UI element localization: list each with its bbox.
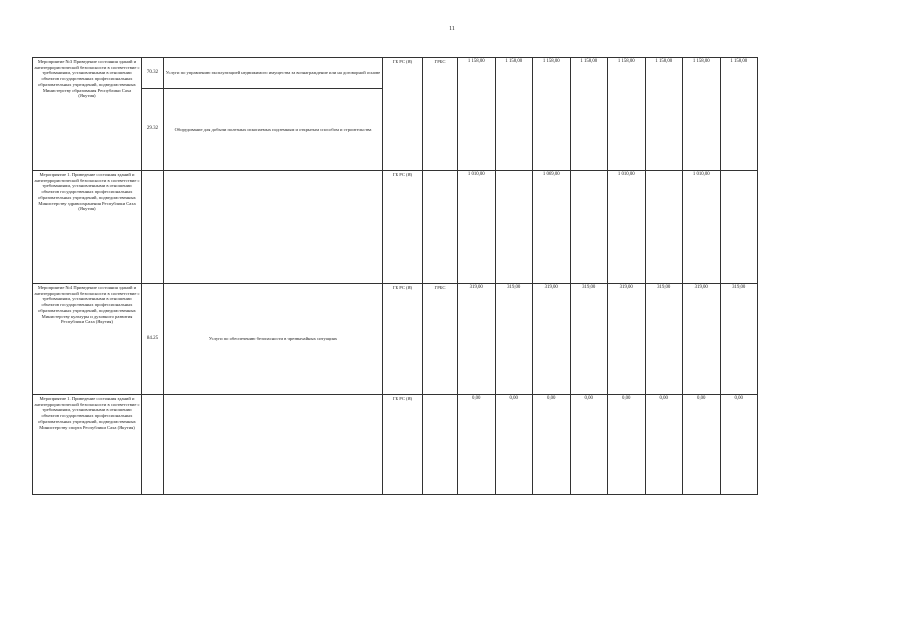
amount-cell bbox=[720, 171, 758, 284]
funding-source: ГБ РС (Я) bbox=[383, 395, 423, 495]
amount-cell: 0,00 bbox=[458, 395, 496, 495]
okpd-code: 29.32 bbox=[142, 89, 164, 171]
amount-cell: 1 158,00 bbox=[645, 58, 683, 171]
amount-cell: 1 010,00 bbox=[608, 171, 646, 284]
okpd-code: 84.25 bbox=[142, 284, 164, 395]
amount-cell: 319,00 bbox=[608, 284, 646, 395]
amount-cell: 0,00 bbox=[720, 395, 758, 495]
amount-cell: 0,00 bbox=[495, 395, 533, 495]
amount-cell: 0,00 bbox=[683, 395, 721, 495]
okpd-description: Оборудование для добычи полезных ископаемых подземным и открытым способом и строительства bbox=[164, 89, 383, 171]
funding-source: ГБ РС (Я) bbox=[383, 171, 423, 284]
measure-name: Мероприятие 1. Приведение состояния зданий и антитеррористической безопасности в соответствие с требованиями, установленными в отношении объектов государственных профессиональных образовательных учреждений, подведомственных Министерству спорта Республики Саха (Якутия) bbox=[33, 395, 142, 495]
okpd-code: 70.32 bbox=[142, 58, 164, 89]
budget-role: ГРБС bbox=[423, 284, 458, 395]
amount-cell: 319,00 bbox=[570, 284, 608, 395]
amount-cell bbox=[495, 171, 533, 284]
amount-cell: 0,00 bbox=[645, 395, 683, 495]
table-row bbox=[33, 395, 758, 495]
amount-cell: 0,00 bbox=[570, 395, 608, 495]
okpd-code bbox=[142, 395, 164, 495]
amount-cell: 319,00 bbox=[683, 284, 721, 395]
budget-role bbox=[423, 171, 458, 284]
funding-source: ГБ РС (Я) bbox=[383, 58, 423, 171]
amount-cell: 1 158,00 bbox=[533, 58, 571, 171]
amount-cell: 319,00 bbox=[720, 284, 758, 395]
table-row bbox=[33, 58, 758, 89]
okpd-description bbox=[164, 395, 383, 495]
budget-role: ГРБС bbox=[423, 58, 458, 171]
page-number: 11 bbox=[449, 26, 455, 32]
budget-role bbox=[423, 395, 458, 495]
amount-cell: 1 158,00 bbox=[608, 58, 646, 171]
amount-cell: 1 158,00 bbox=[720, 58, 758, 171]
okpd-description: Услуги по обеспечению безопасности в чрезвычайных ситуациях bbox=[164, 284, 383, 395]
funding-source: ГБ РС (Я) bbox=[383, 284, 423, 395]
amount-cell: 1 158,00 bbox=[570, 58, 608, 171]
amount-cell bbox=[570, 171, 608, 284]
amount-cell: 1 158,00 bbox=[495, 58, 533, 171]
amount-cell: 319,00 bbox=[533, 284, 571, 395]
okpd-code bbox=[142, 171, 164, 284]
table-row bbox=[33, 171, 758, 284]
measure-name: Мероприятие №3 Приведение состояния зданий и антитеррористической безопасности в соответствие с требованиями, установленными в отношении объектов государственных профессиональных образовательных учреждений, подведомственных Министерству образования Республики Саха (Якутия) bbox=[33, 58, 142, 171]
amount-cell: 1 010,00 bbox=[683, 171, 721, 284]
amount-cell: 0,00 bbox=[608, 395, 646, 495]
program-table bbox=[32, 57, 758, 495]
amount-cell: 319,00 bbox=[495, 284, 533, 395]
amount-cell: 0,00 bbox=[533, 395, 571, 495]
amount-cell: 1 069,00 bbox=[533, 171, 571, 284]
amount-cell: 1 158,00 bbox=[458, 58, 496, 171]
amount-cell: 319,00 bbox=[458, 284, 496, 395]
measure-name: Мероприятие 1. Приведение состояния зданий и антитеррористической безопасности в соответствие с требованиями, установленными в отношении объектов государственных профессиональных образовательных учреждений, подведомственных Министерству здравоохранения Республики Саха (Якутия) bbox=[33, 171, 142, 284]
table-row bbox=[33, 284, 758, 395]
amount-cell bbox=[645, 171, 683, 284]
amount-cell: 319,00 bbox=[645, 284, 683, 395]
amount-cell: 1 158,00 bbox=[683, 58, 721, 171]
okpd-description bbox=[164, 171, 383, 284]
measure-name: Мероприятие №4 Приведение состояния зданий и антитеррористической безопасности в соответствие с требованиями, установленными в отношении объектов государственных профессиональных образовательных учреждений, подведомственных Министерству культуры и духовного развития Республики Саха (Якутия) bbox=[33, 284, 142, 395]
amount-cell: 1 010,00 bbox=[458, 171, 496, 284]
okpd-description: Услуги по управлению эксплуатацией недвижимого имущества за вознаграждение или на договорной основе bbox=[164, 58, 383, 89]
